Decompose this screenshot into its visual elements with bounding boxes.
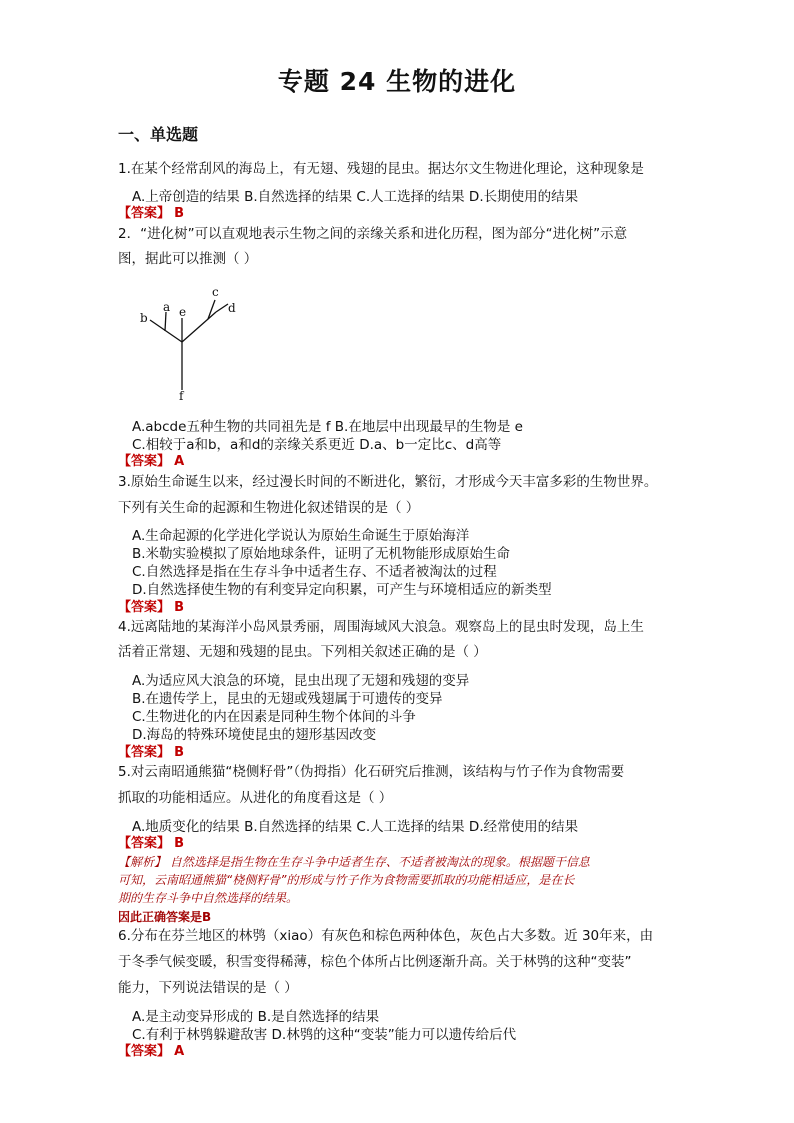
tree-label-e: e — [179, 305, 187, 319]
q3-option-b: B.米勒实验模拟了原始地球条件，证明了无机物能形成原始生命 — [132, 546, 511, 562]
q5-options: A.地质变化的结果 B.自然选择的结果 C.人工选择的结果 D.经常使用的结果 — [132, 819, 579, 835]
q1-answer — [118, 206, 184, 222]
answer-value: B — [174, 206, 185, 221]
q3-stem-line2: 下列有关生命的起源和生物进化叙述错误的是（ ） — [118, 500, 420, 516]
q6-options-line1: A.是主动变异形成的 B.是自然选择的结果 — [132, 1009, 380, 1025]
tree-branch-d — [216, 304, 228, 312]
q5-answer — [118, 836, 184, 852]
q4-option-d: D.海岛的特殊环境使昆虫的翅形基因改变 — [132, 727, 377, 743]
page-title: 专题 24 生物的进化 — [277, 67, 517, 96]
q2-stem-line2: 图，据此可以推测（ ） — [118, 251, 258, 267]
q2-answer — [118, 454, 184, 470]
q3-option-c: C.自然选择是指在生存斗争中适者生存、不适者被淘汰的过程 — [132, 564, 497, 580]
q5-explanation-line3: 期的生存斗争中自然选择的结果。 — [118, 891, 299, 905]
answer-tag: 【答案】 — [118, 836, 171, 851]
q6-stem-line3: 能力，下列说法错误的是（ ） — [118, 980, 298, 996]
q6-options-line2: C.有利于林鸮躲避敌害 D.林鸮的这种“变装”能力可以遗传给后代 — [132, 1027, 517, 1043]
tree-branch-a — [165, 312, 166, 331]
tree-label-f: f — [179, 389, 184, 403]
q2-options-line2: C.相较于a和b，a和d的亲缘关系更近 D.a、b一定比c、d高等 — [132, 437, 502, 453]
q4-option-b: B.在遗传学上，昆虫的无翅或残翅属于可遗传的变异 — [132, 691, 443, 707]
answer-value: B — [174, 836, 185, 851]
answer-value: A — [174, 1044, 185, 1059]
q6-answer — [118, 1044, 184, 1060]
answer-value: B — [174, 745, 185, 760]
q1-stem: 1.在某个经常刮风的海岛上，有无翅、残翅的昆虫。据达尔文生物进化理论，这种现象是 — [118, 161, 644, 177]
tree-label-d: d — [228, 301, 236, 315]
q5-explanation-line1: 【解析】 自然选择是指生物在生存斗争中适者生存、不适者被淘汰的现象。根据题干信息 — [118, 855, 590, 869]
answer-value: B — [174, 600, 185, 615]
tree-label-a: a — [163, 300, 171, 314]
q2-options-line1: A.abcde五种生物的共同祖先是 f B.在地层中出现最早的生物是 e — [132, 419, 523, 435]
q5-explanation-line2: 可知，云南昭通熊猫“桡侧籽骨”的形成与竹子作为食物需要抓取的功能相适应，是在长 — [118, 873, 575, 887]
q4-option-c: C.生物进化的内在因素是同种生物个体间的斗争 — [132, 709, 416, 725]
q6-stem-line2: 于冬季气候变暖，积雪变得稀薄，棕色个体所占比例逐渐升高。关于林鸮的这种“变装” — [118, 954, 632, 970]
q3-stem-line1: 3.原始生命诞生以来，经过漫长时间的不断进化，繁衍，才形成今天丰富多彩的生物世界。 — [118, 474, 658, 490]
q1-options: A.上帝创造的结果 B.自然选择的结果 C.人工选择的结果 D.长期使用的结果 — [132, 189, 579, 205]
q4-answer — [118, 745, 184, 761]
q4-option-a: A.为适应风大浪急的环境，昆虫出现了无翅和残翅的变异 — [132, 673, 470, 689]
section-heading: 一、单选题 — [118, 125, 199, 144]
answer-tag: 【答案】 — [118, 600, 171, 615]
answer-tag: 【答案】 — [118, 1044, 171, 1059]
q3-option-d: D.自然选择使生物的有利变异定向积累，可产生与环境相适应的新类型 — [132, 582, 552, 598]
q3-option-a: A.生命起源的化学进化学说认为原始生命诞生于原始海洋 — [132, 528, 470, 544]
tree-label-b: b — [140, 311, 148, 325]
tree-label-c: c — [212, 285, 219, 299]
q5-stem-line1: 5.对云南昭通熊猫“桡侧籽骨”（伪拇指）化石研究后推测，该结构与竹子作为食物需要 — [118, 764, 625, 780]
q2-stem-line1: 2．“进化树”可以直观地表示生物之间的亲缘关系和进化历程，图为部分“进化树”示意 — [118, 226, 628, 242]
tree-branch-right — [182, 312, 216, 342]
q5-conclusion: 因此正确答案是B — [118, 910, 212, 924]
q5-stem-line2: 抓取的功能相适应。从进化的角度看这是（ ） — [118, 790, 393, 806]
answer-tag: 【答案】 — [118, 745, 171, 760]
q3-answer — [118, 600, 184, 616]
answer-value: A — [174, 454, 185, 469]
q6-stem-line1: 6.分布在芬兰地区的林鸮（xiao）有灰色和棕色两种体色，灰色占大多数。近 30年来，由 — [118, 928, 654, 944]
q4-stem-line1: 4.远离陆地的某海洋小岛风景秀丽，周围海域风大浪急。观察岛上的昆虫时发现，岛上生 — [118, 619, 644, 635]
answer-tag: 【答案】 — [118, 206, 171, 221]
evolution-tree-diagram — [130, 282, 250, 412]
q4-stem-line2: 活着正常翅、无翅和残翅的昆虫。下列相关叙述正确的是（ ） — [118, 644, 487, 660]
answer-tag: 【答案】 — [118, 454, 171, 469]
